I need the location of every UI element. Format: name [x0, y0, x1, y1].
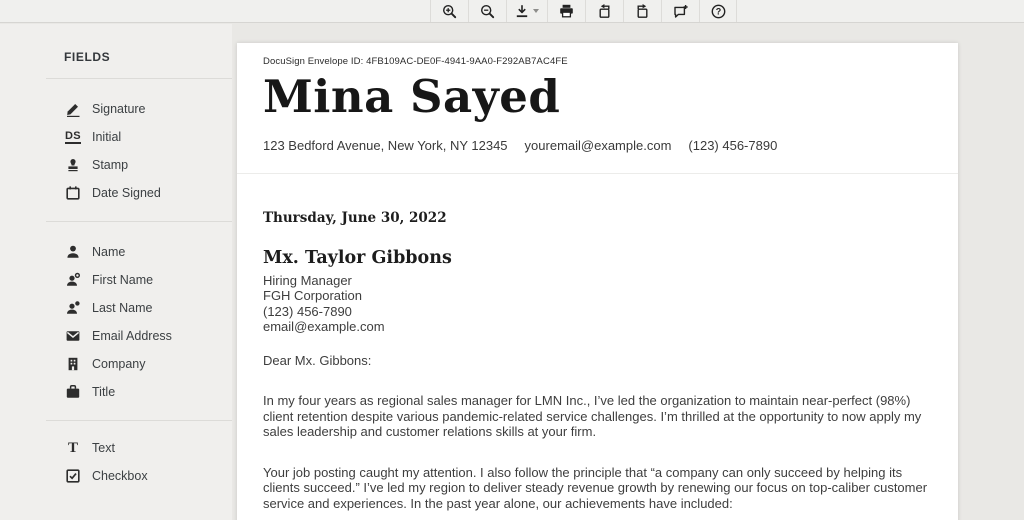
print-button[interactable] — [547, 0, 585, 22]
text-icon: T — [67, 440, 78, 456]
field-item-label: Text — [92, 441, 115, 455]
zoom-out-button[interactable] — [468, 0, 506, 22]
header-divider — [237, 173, 958, 174]
fields-panel — [0, 24, 232, 520]
download-button[interactable] — [506, 0, 547, 22]
fields-group-signing — [0, 95, 232, 207]
rotate-right-icon — [635, 4, 650, 19]
field-item-label: Checkbox — [92, 469, 148, 483]
rotate-left-button[interactable] — [585, 0, 623, 22]
download-icon — [515, 4, 529, 18]
recipient-company: FGH Corporation — [263, 288, 362, 304]
fields-divider — [46, 420, 232, 421]
field-item-label: Company — [92, 357, 146, 371]
zoom-in-icon — [442, 4, 457, 19]
company-icon — [64, 356, 82, 372]
letter-date: Thursday, June 30, 2022 — [263, 210, 447, 227]
field-item-label: Date Signed — [92, 186, 161, 200]
field-item-last-name[interactable] — [0, 294, 232, 322]
svg-text:?: ? — [715, 6, 721, 17]
field-item-text[interactable] — [0, 434, 232, 462]
field-item-company[interactable] — [0, 350, 232, 378]
date-signed-icon — [64, 185, 82, 201]
field-item-initial[interactable] — [0, 123, 232, 151]
field-item-label: Stamp — [92, 158, 129, 172]
sender-contact-line — [263, 138, 928, 153]
fields-divider — [46, 78, 232, 79]
field-item-label: Initial — [92, 130, 122, 144]
checkbox-icon — [64, 468, 82, 484]
field-item-email-address[interactable] — [0, 322, 232, 350]
zoom-out-icon — [480, 4, 495, 19]
field-item-label: Title — [92, 385, 116, 399]
email-icon — [64, 328, 82, 344]
add-comment-icon — [673, 4, 688, 19]
fields-divider — [46, 221, 232, 222]
download-dropdown-caret-icon — [533, 9, 539, 13]
fields-group-recipient-data — [0, 238, 232, 406]
document-page — [237, 43, 958, 520]
last-name-icon — [64, 300, 82, 316]
salutation: Dear Mx. Gibbons: — [263, 353, 372, 369]
field-item-date-signed[interactable] — [0, 179, 232, 207]
signature-icon — [64, 101, 82, 117]
recipient-name: Mx. Taylor Gibbons — [263, 248, 452, 269]
field-item-label: First Name — [92, 273, 154, 287]
zoom-in-button[interactable] — [430, 0, 468, 22]
name-icon — [64, 244, 82, 260]
recipient-email: email@example.com — [263, 319, 385, 335]
print-icon — [559, 4, 574, 18]
field-item-stamp[interactable] — [0, 151, 232, 179]
recipient-title: Hiring Manager — [263, 272, 352, 288]
letter-paragraph: Your job posting caught my attention. I also follow the principle that “a company can only succeed by helping its clients succeed.” I’ve led my region to deliver steady revenue growth by renewing our focus on top-caliber customer service and experiences. In the past year alone, our achievements have included: — [263, 464, 928, 511]
field-item-checkbox[interactable] — [0, 462, 232, 490]
toolbar-button-group — [430, 0, 737, 22]
field-item-label: Email Address — [92, 329, 172, 343]
title-icon — [64, 384, 82, 400]
fields-panel-title: FIELDS — [64, 50, 111, 64]
field-item-first-name[interactable] — [0, 266, 232, 294]
initial-icon: DS — [65, 130, 81, 142]
field-item-title[interactable] — [0, 378, 232, 406]
stamp-icon — [64, 157, 82, 173]
field-item-name[interactable] — [0, 238, 232, 266]
field-item-label: Name — [92, 245, 126, 259]
field-item-signature[interactable] — [0, 95, 232, 123]
recipient-phone: (123) 456-7890 — [263, 303, 352, 319]
help-icon — [711, 4, 726, 19]
rotate-left-icon — [597, 4, 612, 19]
sender-email: youremail@example.com — [524, 138, 672, 154]
fields-group-generic — [0, 434, 232, 490]
field-item-label: Signature — [92, 102, 146, 116]
envelope-id: DocuSign Envelope ID: 4FB109AC-DE0F-4941-9AA0-F292AB7AC4FE — [263, 56, 568, 67]
recipient-block — [263, 273, 928, 335]
first-name-icon — [64, 272, 82, 288]
viewer-toolbar — [0, 0, 1024, 23]
field-item-label: Last Name — [92, 301, 153, 315]
help-button[interactable] — [699, 0, 737, 22]
document-viewport[interactable] — [232, 24, 1024, 520]
sender-address: 123 Bedford Avenue, New York, NY 12345 — [263, 138, 508, 154]
rotate-right-button[interactable] — [623, 0, 661, 22]
add-comment-button[interactable] — [661, 0, 699, 22]
sender-name: Mina Sayed — [263, 70, 561, 123]
sender-phone: (123) 456-7890 — [688, 138, 778, 154]
letter-paragraph: In my four years as regional sales manager for LMN Inc., I’ve led the organization to maintain near-perfect (98%) client retention despite various pandemic-related service challenges. I’m thrilled at the opportunity to now apply my sales leadership and customer relations skills at your firm. — [263, 393, 922, 440]
